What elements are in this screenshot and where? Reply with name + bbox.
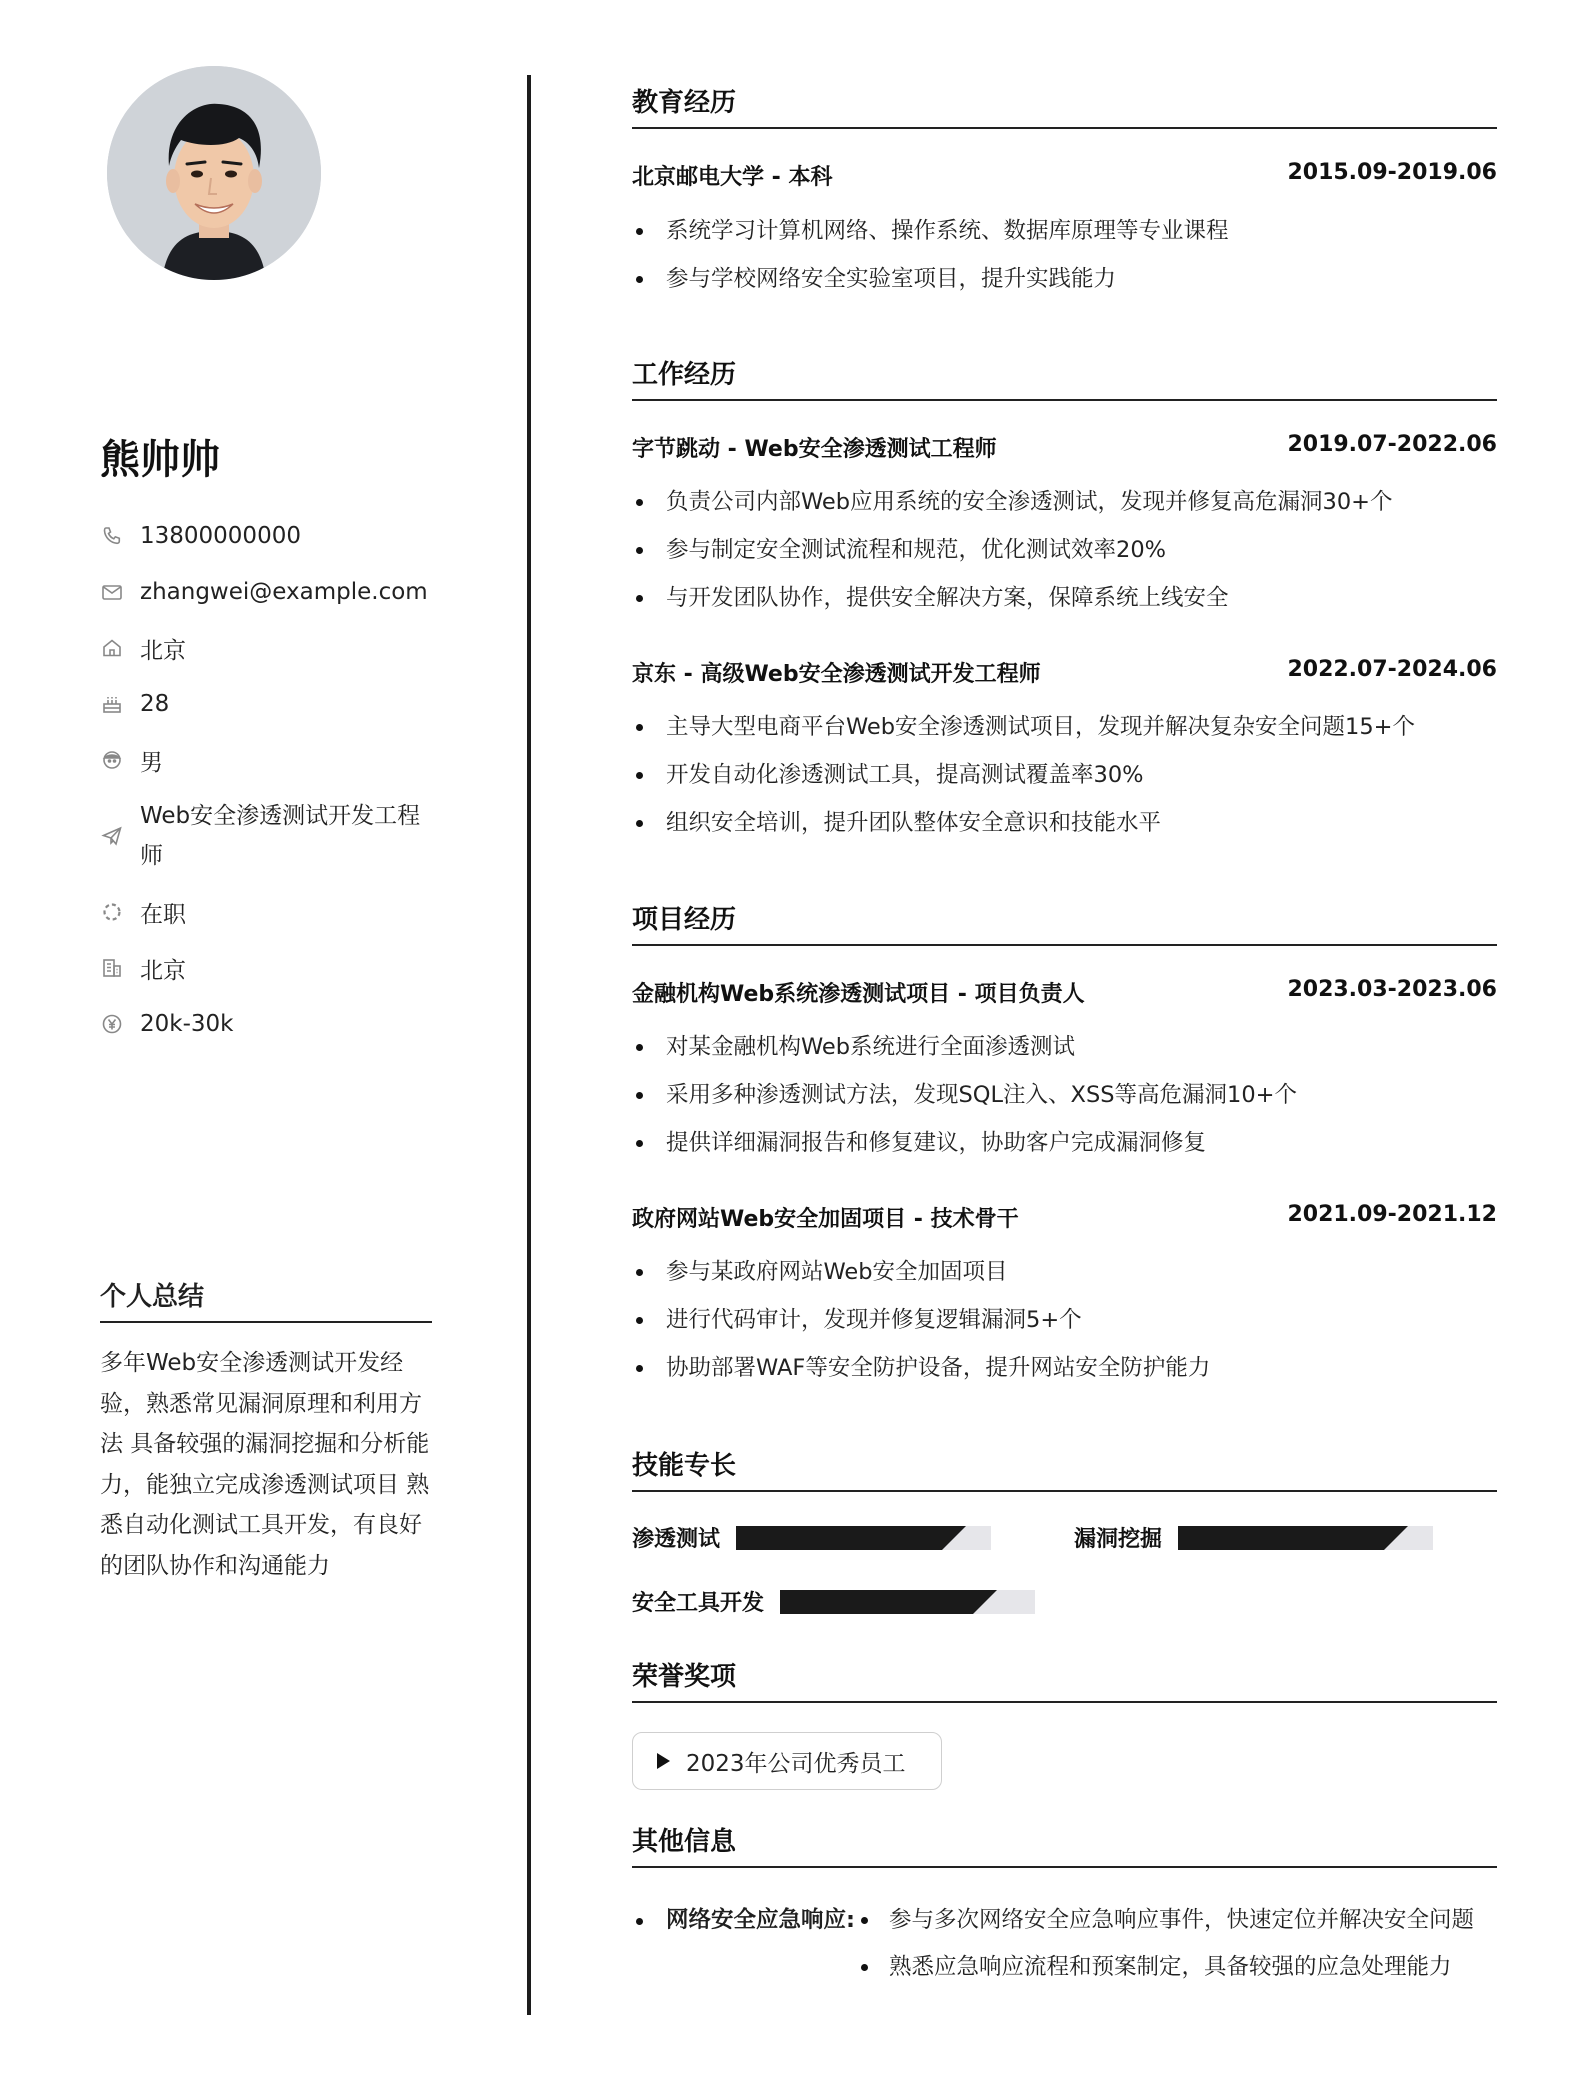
phone-value: 13800000000 xyxy=(140,523,301,549)
list-item: 熟悉应急响应流程和预案制定，具备较强的应急处理能力 xyxy=(855,1947,1497,1988)
phone-icon xyxy=(100,524,124,548)
summary-title: 个人总结 xyxy=(100,1276,432,1323)
project-date: 2021.09-2021.12 xyxy=(1287,1202,1497,1227)
skills-title: 技能专长 xyxy=(632,1445,1497,1492)
yuan-icon xyxy=(100,1012,124,1036)
project-heading: 政府网站Web安全加固项目 - 技术骨干 xyxy=(632,1207,1019,1232)
project-bullets xyxy=(632,1248,1497,1392)
list-item: 协助部署WAF等安全防护设备，提升网站安全防护能力 xyxy=(632,1344,1497,1392)
other-title: 其他信息 xyxy=(632,1821,1497,1868)
work-heading: 字节跳动 - Web安全渗透测试工程师 xyxy=(632,437,997,462)
skill-name: 安全工具开发 xyxy=(632,1591,765,1616)
gender-row xyxy=(100,732,435,788)
list-item: 对某金融机构Web系统进行全面渗透测试 xyxy=(632,1023,1497,1071)
award-label: 2023年公司优秀员工 xyxy=(686,1750,906,1777)
mail-icon xyxy=(100,580,124,604)
status-row xyxy=(100,884,435,940)
home-icon xyxy=(100,636,124,660)
candidate-name: 熊帅帅 xyxy=(100,437,220,483)
list-item: 采用多种渗透测试方法，发现SQL注入、XSS等高危漏洞10+个 xyxy=(632,1071,1497,1119)
work-heading: 京东 - 高级Web安全渗透测试开发工程师 xyxy=(632,662,1041,687)
paper-plane-icon xyxy=(100,824,124,848)
list-item: 提供详细漏洞报告和修复建议，协助客户完成漏洞修复 xyxy=(632,1119,1497,1167)
education-date: 2015.09-2019.06 xyxy=(1287,160,1497,185)
education-entry-head xyxy=(632,160,1497,191)
skill-item xyxy=(1074,1522,1433,1553)
email-value: zhangwei@example.com xyxy=(140,579,428,605)
list-item: 组织安全培训，提升团队整体安全意识和技能水平 xyxy=(632,799,1497,847)
award-item[interactable] xyxy=(632,1732,942,1790)
list-item: 参与制定安全测试流程和规范，优化测试效率20% xyxy=(632,526,1497,574)
work-date: 2019.07-2022.06 xyxy=(1287,432,1497,457)
age-row xyxy=(100,676,435,732)
education-bullets xyxy=(632,207,1497,303)
list-item: 负责公司内部Web应用系统的安全渗透测试，发现并修复高危漏洞30+个 xyxy=(632,478,1497,526)
city-row xyxy=(100,940,435,996)
status-icon xyxy=(100,900,124,924)
skill-bar xyxy=(1178,1526,1433,1550)
summary-section xyxy=(100,1276,432,1586)
work-bullets xyxy=(632,478,1497,622)
list-item: 开发自动化渗透测试工具，提高测试覆盖率30% xyxy=(632,751,1497,799)
project-heading: 金融机构Web系统渗透测试项目 - 项目负责人 xyxy=(632,982,1085,1007)
work-title: 工作经历 xyxy=(632,354,1497,401)
other-info xyxy=(632,1900,1497,1994)
list-item: 进行代码审计，发现并修复逻辑漏洞5+个 xyxy=(632,1296,1497,1344)
email-row xyxy=(100,564,435,620)
age-value: 28 xyxy=(140,691,170,717)
avatar xyxy=(107,66,321,280)
project-entry-head xyxy=(632,1202,1497,1233)
list-item: 参与某政府网站Web安全加固项目 xyxy=(632,1248,1497,1296)
skill-bar xyxy=(780,1590,1035,1614)
other-info-row xyxy=(632,1900,1497,1994)
gender-value: 男 xyxy=(140,749,163,776)
building-icon xyxy=(100,956,124,980)
skill-name: 漏洞挖掘 xyxy=(1074,1527,1163,1552)
education-heading: 北京邮电大学 - 本科 xyxy=(632,165,833,190)
list-item: 与开发团队协作，提供安全解决方案，保障系统上线安全 xyxy=(632,574,1497,622)
cake-icon xyxy=(100,692,124,716)
phone-row xyxy=(100,508,435,564)
skill-name: 渗透测试 xyxy=(632,1527,721,1552)
salary-value: 20k-30k xyxy=(140,1011,234,1037)
project-date: 2023.03-2023.06 xyxy=(1287,977,1497,1002)
contact-info-list xyxy=(100,508,435,1052)
salary-row xyxy=(100,996,435,1052)
job-title-row xyxy=(100,788,435,884)
status-value: 在职 xyxy=(140,901,186,928)
skill-bar-fill xyxy=(736,1526,942,1550)
skill-bar xyxy=(736,1526,991,1550)
list-item: 参与多次网络安全应急响应事件，快速定位并解决安全问题 xyxy=(855,1900,1497,1941)
avatar-portrait-icon xyxy=(107,66,321,280)
skill-bar-fill xyxy=(1178,1526,1384,1550)
gender-icon xyxy=(100,748,124,772)
list-item: 主导大型电商平台Web安全渗透测试项目，发现并解决复杂安全问题15+个 xyxy=(632,703,1497,751)
projects-title: 项目经历 xyxy=(632,899,1497,946)
city-value: 北京 xyxy=(140,957,186,984)
work-date: 2022.07-2024.06 xyxy=(1287,657,1497,682)
skill-item xyxy=(632,1586,1035,1617)
project-bullets xyxy=(632,1023,1497,1167)
column-divider xyxy=(527,75,531,2015)
other-info-key: 网络安全应急响应: xyxy=(632,1900,855,1994)
education-title: 教育经历 xyxy=(632,82,1497,129)
job-title-value: Web安全渗透测试开发工程师 xyxy=(140,803,421,869)
list-item: 系统学习计算机网络、操作系统、数据库原理等专业课程 xyxy=(632,207,1497,255)
list-item: 参与学校网络安全实验室项目，提升实践能力 xyxy=(632,255,1497,303)
other-info-bullets xyxy=(855,1900,1497,1994)
residence-row xyxy=(100,620,435,676)
work-bullets xyxy=(632,703,1497,847)
summary-text: 多年Web安全渗透测试开发经验，熟悉常见漏洞原理和利用方法 具备较强的漏洞挖掘和分析能力，能独立完成渗透测试项目 熟悉自动化测试工具开发，有良好的团队协作和沟通能力 xyxy=(100,1350,430,1579)
residence-value: 北京 xyxy=(140,637,186,664)
work-entry-head xyxy=(632,432,1497,463)
skill-bar-fill xyxy=(780,1590,973,1614)
play-triangle-icon xyxy=(657,1753,670,1769)
awards-title: 荣誉奖项 xyxy=(632,1656,1497,1703)
work-entry-head xyxy=(632,657,1497,688)
project-entry-head xyxy=(632,977,1497,1008)
skill-item xyxy=(632,1522,991,1553)
